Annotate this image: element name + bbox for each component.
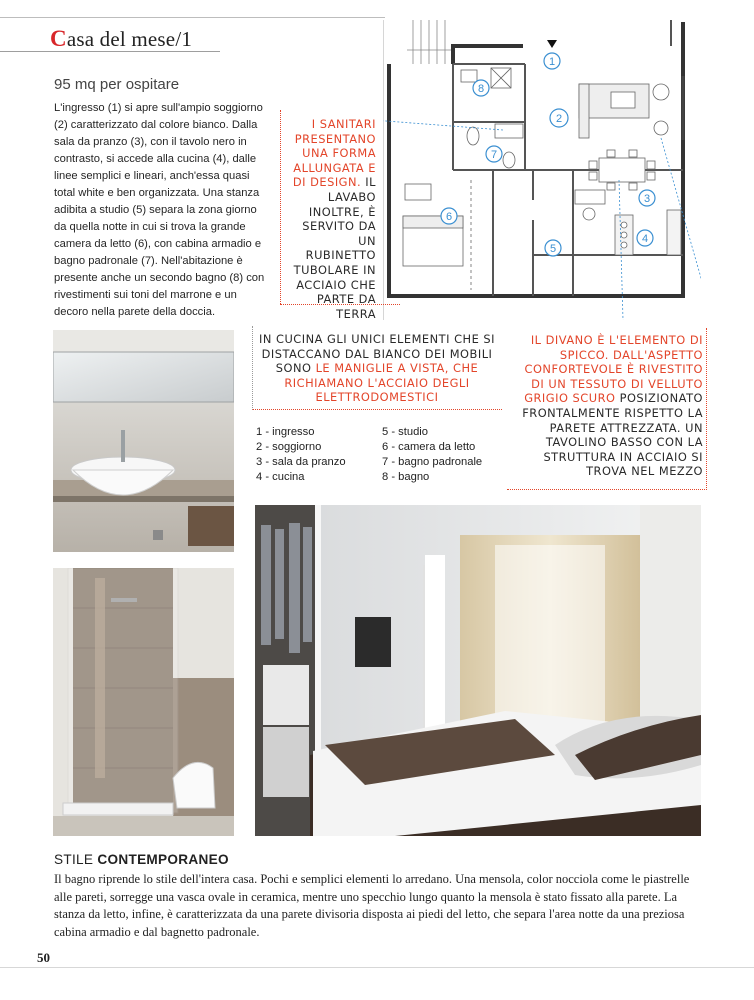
plan-marker-label-2: 2 bbox=[555, 113, 563, 125]
legend-item: 1 - ingresso bbox=[256, 426, 315, 438]
stile-heading-bold: CONTEMPORANEO bbox=[97, 852, 229, 867]
callout-cucina bbox=[254, 332, 500, 405]
bedroom-photo bbox=[255, 505, 701, 836]
stile-heading bbox=[54, 852, 229, 867]
stile-body: Il bagno riprende lo stile dell'intera casa. Pochi e semplici elementi lo arredano. Una mensola, color nocciola come le piastrelle alle pareti, sorregge una vasca ovale in ceramica, mentre uno specchio lungo quanto la mensola è stato fissato alla parete. La stanza da letto, infine, è caratterizzata da una parete divisoria disposta ai piedi del letto, che separa l'area notte da una preziosa cabina armadio e dal bagnetto padronale. bbox=[54, 872, 690, 939]
plan-marker-label-7: 7 bbox=[490, 149, 498, 161]
legend-item: 3 - sala da pranzo bbox=[256, 456, 346, 468]
section-title-initial: C bbox=[50, 26, 67, 51]
article-intro: L'ingresso (1) si apre sull'ampio soggiorno (2) caratterizzato dal colore bianco. Dalla sala da pranzo (3), con il tavolo nero in contrasto, si accede alla cucina (4), dalle linee semplici e lineari, anch'essa quasi total white e ben organizzata. Una stanza adibita a studio (5) separa la zona giorno da quella notte in cui si trova la grande camera da letto (6), con cabina armadio e bagno padronale (7). Nell'abitazione è presente anche un secondo bagno (8) con rivestimenti sui toni del marrone e un decoro nella parete della doccia. bbox=[54, 102, 265, 318]
callout-cucina-text: IN CUCINA GLI UNICI ELEMENTI CHE SI DISTACCANO DAL BIANCO DEI MOBILI SONO bbox=[259, 332, 495, 376]
legend-item: 6 - camera da letto bbox=[382, 441, 476, 453]
page-number: 50 bbox=[37, 950, 50, 965]
legend-item: 5 - studio bbox=[382, 426, 429, 438]
callout-divano bbox=[513, 333, 703, 479]
legend-item: 4 - cucina bbox=[256, 471, 305, 483]
bathroom-sink-photo bbox=[53, 330, 234, 552]
page-rule bbox=[0, 967, 754, 968]
floor-plan bbox=[383, 20, 701, 320]
plan-marker-label-6: 6 bbox=[445, 211, 453, 223]
shower-photo bbox=[53, 568, 234, 836]
legend-item: 7 - bagno padronale bbox=[382, 456, 483, 468]
plan-marker-label-5: 5 bbox=[549, 243, 557, 255]
callout-cucina-highlight: LE MANIGLIE A VISTA, CHE RICHIAMANO L'ACCIAIO DEGLI ELETTRODOMESTICI bbox=[284, 361, 479, 405]
article-subtitle: 95 mq per ospitare bbox=[54, 76, 180, 93]
plan-marker-label-4: 4 bbox=[641, 233, 649, 245]
stile-heading-light: STILE bbox=[54, 852, 94, 867]
callout-sanitari-highlight: I SANITARI PRESENTANO UNA FORMA ALLUNGATA E DI DESIGN. bbox=[292, 117, 376, 190]
legend-item: 2 - soggiorno bbox=[256, 441, 322, 453]
callout-sanitari bbox=[285, 117, 376, 321]
title-rule bbox=[0, 51, 220, 52]
plan-marker-label-3: 3 bbox=[643, 193, 651, 205]
callout-divano-highlight: IL DIVANO È L'ELEMENTO DI SPICCO. DALL'ASPETTO CONFORTEVOLE È RIVESTITO DI UN TESSUTO DI VELLUTO GRIGIO SCURO bbox=[524, 333, 703, 406]
section-title-rest: asa del mese/1 bbox=[66, 27, 193, 51]
room-legend bbox=[256, 425, 496, 485]
section-title bbox=[50, 26, 192, 52]
callout-sanitari-text: IL LAVABO INOLTRE, È SERVITO DA UN RUBINETTO TUBOLARE IN ACCIAIO CHE PARTE DA TERRA bbox=[293, 175, 376, 321]
callout-divano-text: POSIZIONATO FRONTALMENTE RISPETTO LA PARETE ATTREZZATA. UN TAVOLINO BASSO CON LA STRUTTURA IN ACCIAIO SI TROVA NEL MEZZO bbox=[522, 391, 703, 479]
callout-sanitari-frame bbox=[280, 110, 281, 304]
legend-item: 8 - bagno bbox=[382, 471, 430, 483]
plan-marker-label-8: 8 bbox=[477, 83, 485, 95]
plan-marker-label-1: 1 bbox=[548, 56, 556, 68]
top-rule bbox=[0, 17, 385, 18]
